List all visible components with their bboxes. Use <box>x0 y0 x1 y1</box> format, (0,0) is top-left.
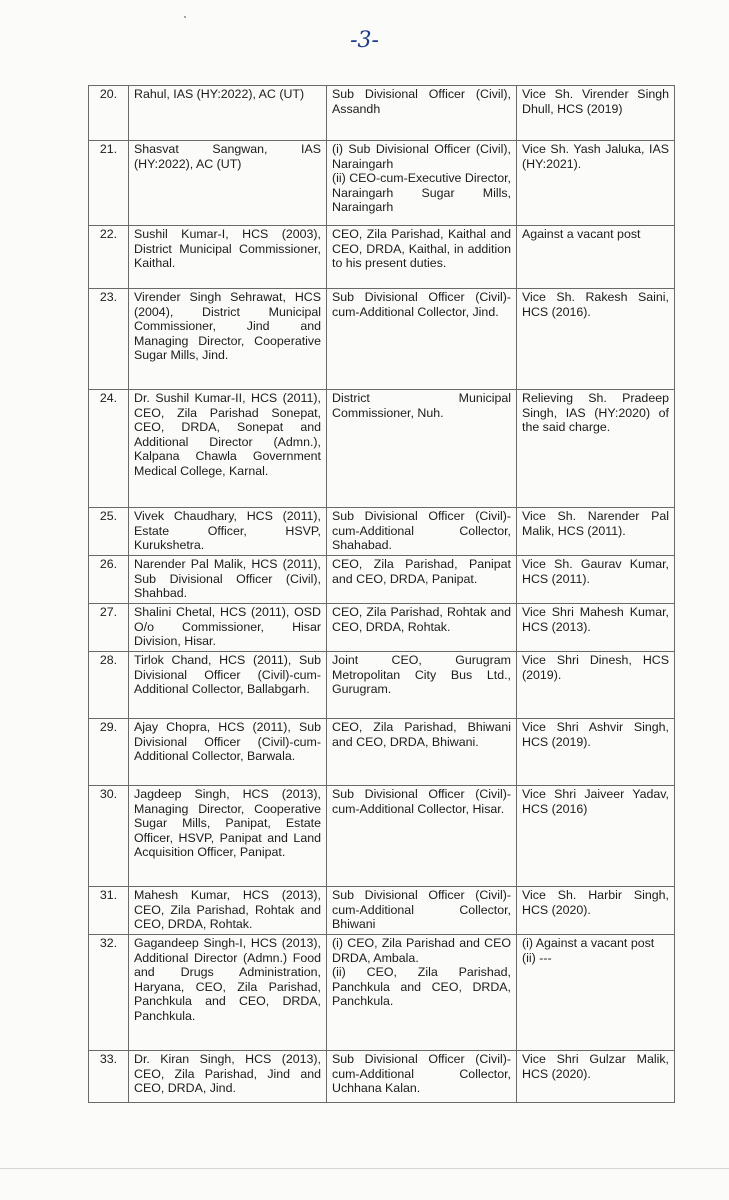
officer-cell: Narender Pal Malik, HCS (2011), Sub Divisional Officer (Civil), Shahbad. <box>129 556 327 604</box>
remarks-cell: Vice Sh. Yash Jaluka, IAS (HY:2021). <box>517 141 675 226</box>
posting-cell: Sub Divisional Officer (Civil)-cum-Additional Collector, Jind. <box>327 289 517 390</box>
officer-cell: Gagandeep Singh-I, HCS (2013), Additional Director (Admn.) Food and Drugs Administration, Haryana, CEO, Zila Parishad, Panchkula and CEO, DRDA, Panchkula. <box>129 935 327 1051</box>
table-row <box>89 652 675 719</box>
serial-number: 25. <box>89 508 129 556</box>
serial-number: 33. <box>89 1051 129 1103</box>
posting-cell: Sub Divisional Officer (Civil)-cum-Additional Collector, Bhiwani <box>327 887 517 935</box>
remarks-cell: Vice Sh. Gaurav Kumar, HCS (2011). <box>517 556 675 604</box>
officer-cell: Tirlok Chand, HCS (2011), Sub Divisional Officer (Civil)-cum-Additional Collector, Ballabgarh. <box>129 652 327 719</box>
posting-cell: (i) CEO, Zila Parishad and CEO DRDA, Ambala. (ii) CEO, Zila Parishad, Panchkula and CEO, DRDA, Panchkula. <box>327 935 517 1051</box>
officer-cell: Rahul, IAS (HY:2022), AC (UT) <box>129 86 327 141</box>
posting-cell: CEO, Zila Parishad, Rohtak and CEO, DRDA, Rohtak. <box>327 604 517 652</box>
serial-number: 32. <box>89 935 129 1051</box>
serial-number: 23. <box>89 289 129 390</box>
posting-cell: CEO, Zila Parishad, Kaithal and CEO, DRDA, Kaithal, in addition to his present duties. <box>327 226 517 289</box>
table-row <box>89 86 675 141</box>
scan-edge-line <box>0 1168 729 1169</box>
remarks-cell: Vice Sh. Virender Singh Dhull, HCS (2019) <box>517 86 675 141</box>
table-row <box>89 390 675 508</box>
remarks-cell: Vice Shri Mahesh Kumar, HCS (2013). <box>517 604 675 652</box>
posting-cell: Sub Divisional Officer (Civil)-cum-Additional Collector, Hisar. <box>327 786 517 887</box>
posting-cell: Joint CEO, Gurugram Metropolitan City Bus Ltd., Gurugram. <box>327 652 517 719</box>
remarks-cell: Vice Shri Dinesh, HCS (2019). <box>517 652 675 719</box>
officer-cell: Shalini Chetal, HCS (2011), OSD O/o Commissioner, Hisar Division, Hisar. <box>129 604 327 652</box>
posting-cell: CEO, Zila Parishad, Bhiwani and CEO, DRDA, Bhiwani. <box>327 719 517 786</box>
posting-cell: District Municipal Commissioner, Nuh. <box>327 390 517 508</box>
serial-number: 31. <box>89 887 129 935</box>
table-row <box>89 226 675 289</box>
serial-number: 22. <box>89 226 129 289</box>
remarks-cell: (i) Against a vacant post (ii) --- <box>517 935 675 1051</box>
posting-cell: Sub Divisional Officer (Civil), Assandh <box>327 86 517 141</box>
transfer-orders-table <box>88 85 675 1103</box>
table-row <box>89 556 675 604</box>
posting-cell: (i) Sub Divisional Officer (Civil), Naraingarh (ii) CEO-cum-Executive Director, Naraingarh Sugar Mills, Naraingarh <box>327 141 517 226</box>
officer-cell: Virender Singh Sehrawat, HCS (2004), District Municipal Commissioner, Jind and Managing Director, Cooperative Sugar Mills, Jind. <box>129 289 327 390</box>
table-row <box>89 508 675 556</box>
page-number: -3- <box>350 28 379 53</box>
officer-cell: Shasvat Sangwan, IAS (HY:2022), AC (UT) <box>129 141 327 226</box>
officer-cell: Vivek Chaudhary, HCS (2011), Estate Officer, HSVP, Kurukshetra. <box>129 508 327 556</box>
posting-cell: Sub Divisional Officer (Civil)-cum-Additional Collector, Shahabad. <box>327 508 517 556</box>
table-row <box>89 719 675 786</box>
table-row <box>89 289 675 390</box>
officer-cell: Dr. Kiran Singh, HCS (2013), CEO, Zila Parishad, Jind and CEO, DRDA, Jind. <box>129 1051 327 1103</box>
remarks-cell: Vice Sh. Rakesh Saini, HCS (2016). <box>517 289 675 390</box>
officer-cell: Dr. Sushil Kumar-II, HCS (2011), CEO, Zila Parishad Sonepat, CEO, DRDA, Sonepat and Additional Director (Admn.), Kalpana Chawla Government Medical College, Karnal. <box>129 390 327 508</box>
table-row <box>89 786 675 887</box>
posting-cell: Sub Divisional Officer (Civil)-cum-Additional Collector, Uchhana Kalan. <box>327 1051 517 1103</box>
officer-cell: Sushil Kumar-I, HCS (2003), District Municipal Commissioner, Kaithal. <box>129 226 327 289</box>
table-row <box>89 141 675 226</box>
posting-cell: CEO, Zila Parishad, Panipat and CEO, DRDA, Panipat. <box>327 556 517 604</box>
table-row <box>89 1051 675 1103</box>
remarks-cell: Relieving Sh. Pradeep Singh, IAS (HY:2020) of the said charge. <box>517 390 675 508</box>
table-row <box>89 935 675 1051</box>
remarks-cell: Vice Sh. Harbir Singh, HCS (2020). <box>517 887 675 935</box>
remarks-cell: Vice Shri Jaiveer Yadav, HCS (2016) <box>517 786 675 887</box>
remarks-cell: Vice Sh. Narender Pal Malik, HCS (2011). <box>517 508 675 556</box>
table-row <box>89 604 675 652</box>
serial-number: 28. <box>89 652 129 719</box>
serial-number: 20. <box>89 86 129 141</box>
remarks-cell: Vice Shri Ashvir Singh, HCS (2019). <box>517 719 675 786</box>
table-body <box>89 86 675 1103</box>
table-row <box>89 887 675 935</box>
serial-number: 27. <box>89 604 129 652</box>
serial-number: 26. <box>89 556 129 604</box>
serial-number: 29. <box>89 719 129 786</box>
scan-speck <box>184 16 186 18</box>
officer-cell: Mahesh Kumar, HCS (2013), CEO, Zila Parishad, Rohtak and CEO, DRDA, Rohtak. <box>129 887 327 935</box>
officer-cell: Jagdeep Singh, HCS (2013), Managing Director, Cooperative Sugar Mills, Panipat, Estate Officer, HSVP, Panipat and Land Acquisition Officer, Panipat. <box>129 786 327 887</box>
serial-number: 30. <box>89 786 129 887</box>
remarks-cell: Against a vacant post <box>517 226 675 289</box>
serial-number: 21. <box>89 141 129 226</box>
remarks-cell: Vice Shri Gulzar Malik, HCS (2020). <box>517 1051 675 1103</box>
officer-cell: Ajay Chopra, HCS (2011), Sub Divisional Officer (Civil)-cum-Additional Collector, Barwala. <box>129 719 327 786</box>
serial-number: 24. <box>89 390 129 508</box>
